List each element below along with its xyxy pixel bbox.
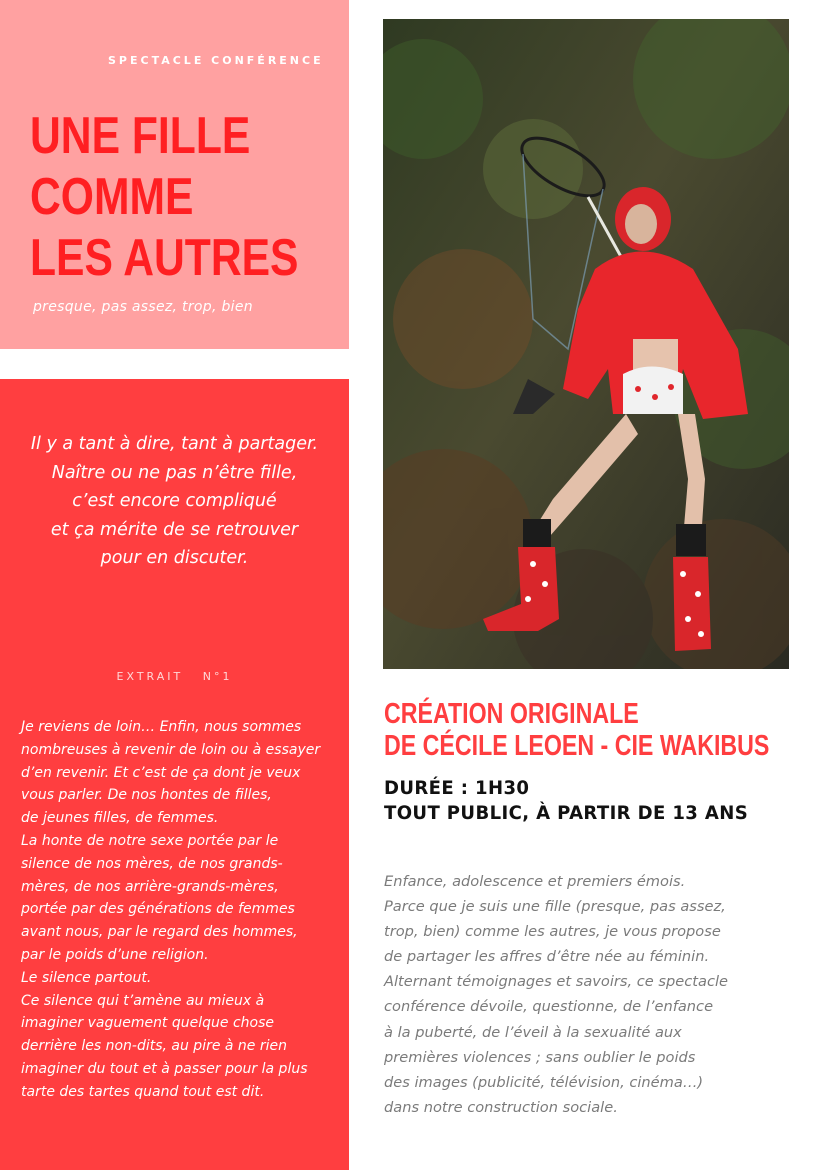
excerpt-line: imaginer du tout et à passer pour la plus (21, 1060, 308, 1077)
description-line: à la puberté, de l’éveil à la sexualité aux (384, 1023, 682, 1041)
excerpt-line: nombreuses à revenir de loin ou à essayer (21, 741, 321, 758)
credit-heading (384, 698, 769, 762)
excerpt-line: par le poids d’une religion. (21, 946, 209, 963)
intro-line: Il y a tant à dire, tant à partager. (30, 434, 319, 454)
duration-label: DURÉE : 1H30 (384, 777, 530, 799)
intro-line: et ça mérite de se retrouver (50, 519, 299, 540)
subtitle: presque, pas assez, trop, bien (33, 299, 253, 315)
excerpt-line: vous parler. De nos hontes de filles, (21, 787, 272, 804)
description-line: premières violences ; sans oublier le poids (384, 1048, 696, 1066)
excerpt-heading: EXTRAIT N°1 (116, 670, 233, 683)
excerpt-line: imaginer vaguement quelque chose (21, 1015, 275, 1032)
excerpt-line: tarte des tartes quand tout est dit. (21, 1083, 265, 1100)
excerpt-line: Le silence partout. (21, 969, 152, 986)
excerpt-text (21, 716, 320, 1104)
kicker-label: SPECTACLE CONFÉRENCE (108, 54, 324, 67)
credit-line: DE CÉCILE LEOEN - CIE WAKIBUS (384, 730, 770, 762)
excerpt-line: Je reviens de loin… Enfin, nous sommes (21, 719, 302, 735)
intro-line: pour en discuter. (100, 548, 249, 568)
excerpt-line: avant nous, par le regard des hommes, (21, 924, 298, 941)
excerpt-line: La honte de notre sexe portée par le (21, 832, 279, 849)
excerpt-line: silence de nos mères, de nos grands- (21, 855, 283, 872)
performer-photo (383, 19, 789, 669)
show-info (384, 776, 748, 826)
description-line: dans notre construction sociale. (384, 1098, 618, 1116)
excerpt-line: d’en revenir. Et c’est de ça dont je veux (21, 764, 301, 781)
title-line: UNE FILLE (30, 107, 251, 165)
description-line: de partager les affres d’être née au féminin. (384, 948, 710, 966)
audience-label: TOUT PUBLIC, À PARTIR DE 13 ANS (384, 802, 749, 824)
excerpt-line: Ce silence qui t’amène au mieux à (21, 992, 265, 1009)
excerpt-line: derrière les non-dits, au pire à ne rien (21, 1038, 287, 1055)
description-text (384, 869, 728, 1120)
title-line: LES AUTRES (30, 229, 299, 287)
description-line: Alternant témoignages et savoirs, ce spectacle (384, 973, 729, 991)
intro-line: c’est encore compliqué (72, 491, 277, 511)
description-line: Parce que je suis une fille (presque, pas assez, (384, 898, 726, 916)
description-line: Enfance, adolescence et premiers émois. (384, 873, 686, 890)
description-line: conférence dévoile, questionne, de l’enfance (384, 998, 714, 1016)
page-title (30, 106, 298, 289)
credit-line: CRÉATION ORIGINALE (384, 698, 639, 730)
description-line: des images (publicité, télévision, cinéma…) (384, 1073, 704, 1091)
title-line: COMME (30, 168, 194, 226)
excerpt-line: mères, de nos arrière-grands-mères, (21, 878, 279, 895)
intro-text (14, 430, 335, 573)
excerpt-line: de jeunes filles, de femmes. (21, 810, 219, 827)
description-line: trop, bien) comme les autres, je vous propose (384, 923, 721, 941)
excerpt-line: portée par des générations de femmes (21, 901, 295, 918)
intro-line: Naître ou ne pas n’être fille, (51, 462, 298, 483)
